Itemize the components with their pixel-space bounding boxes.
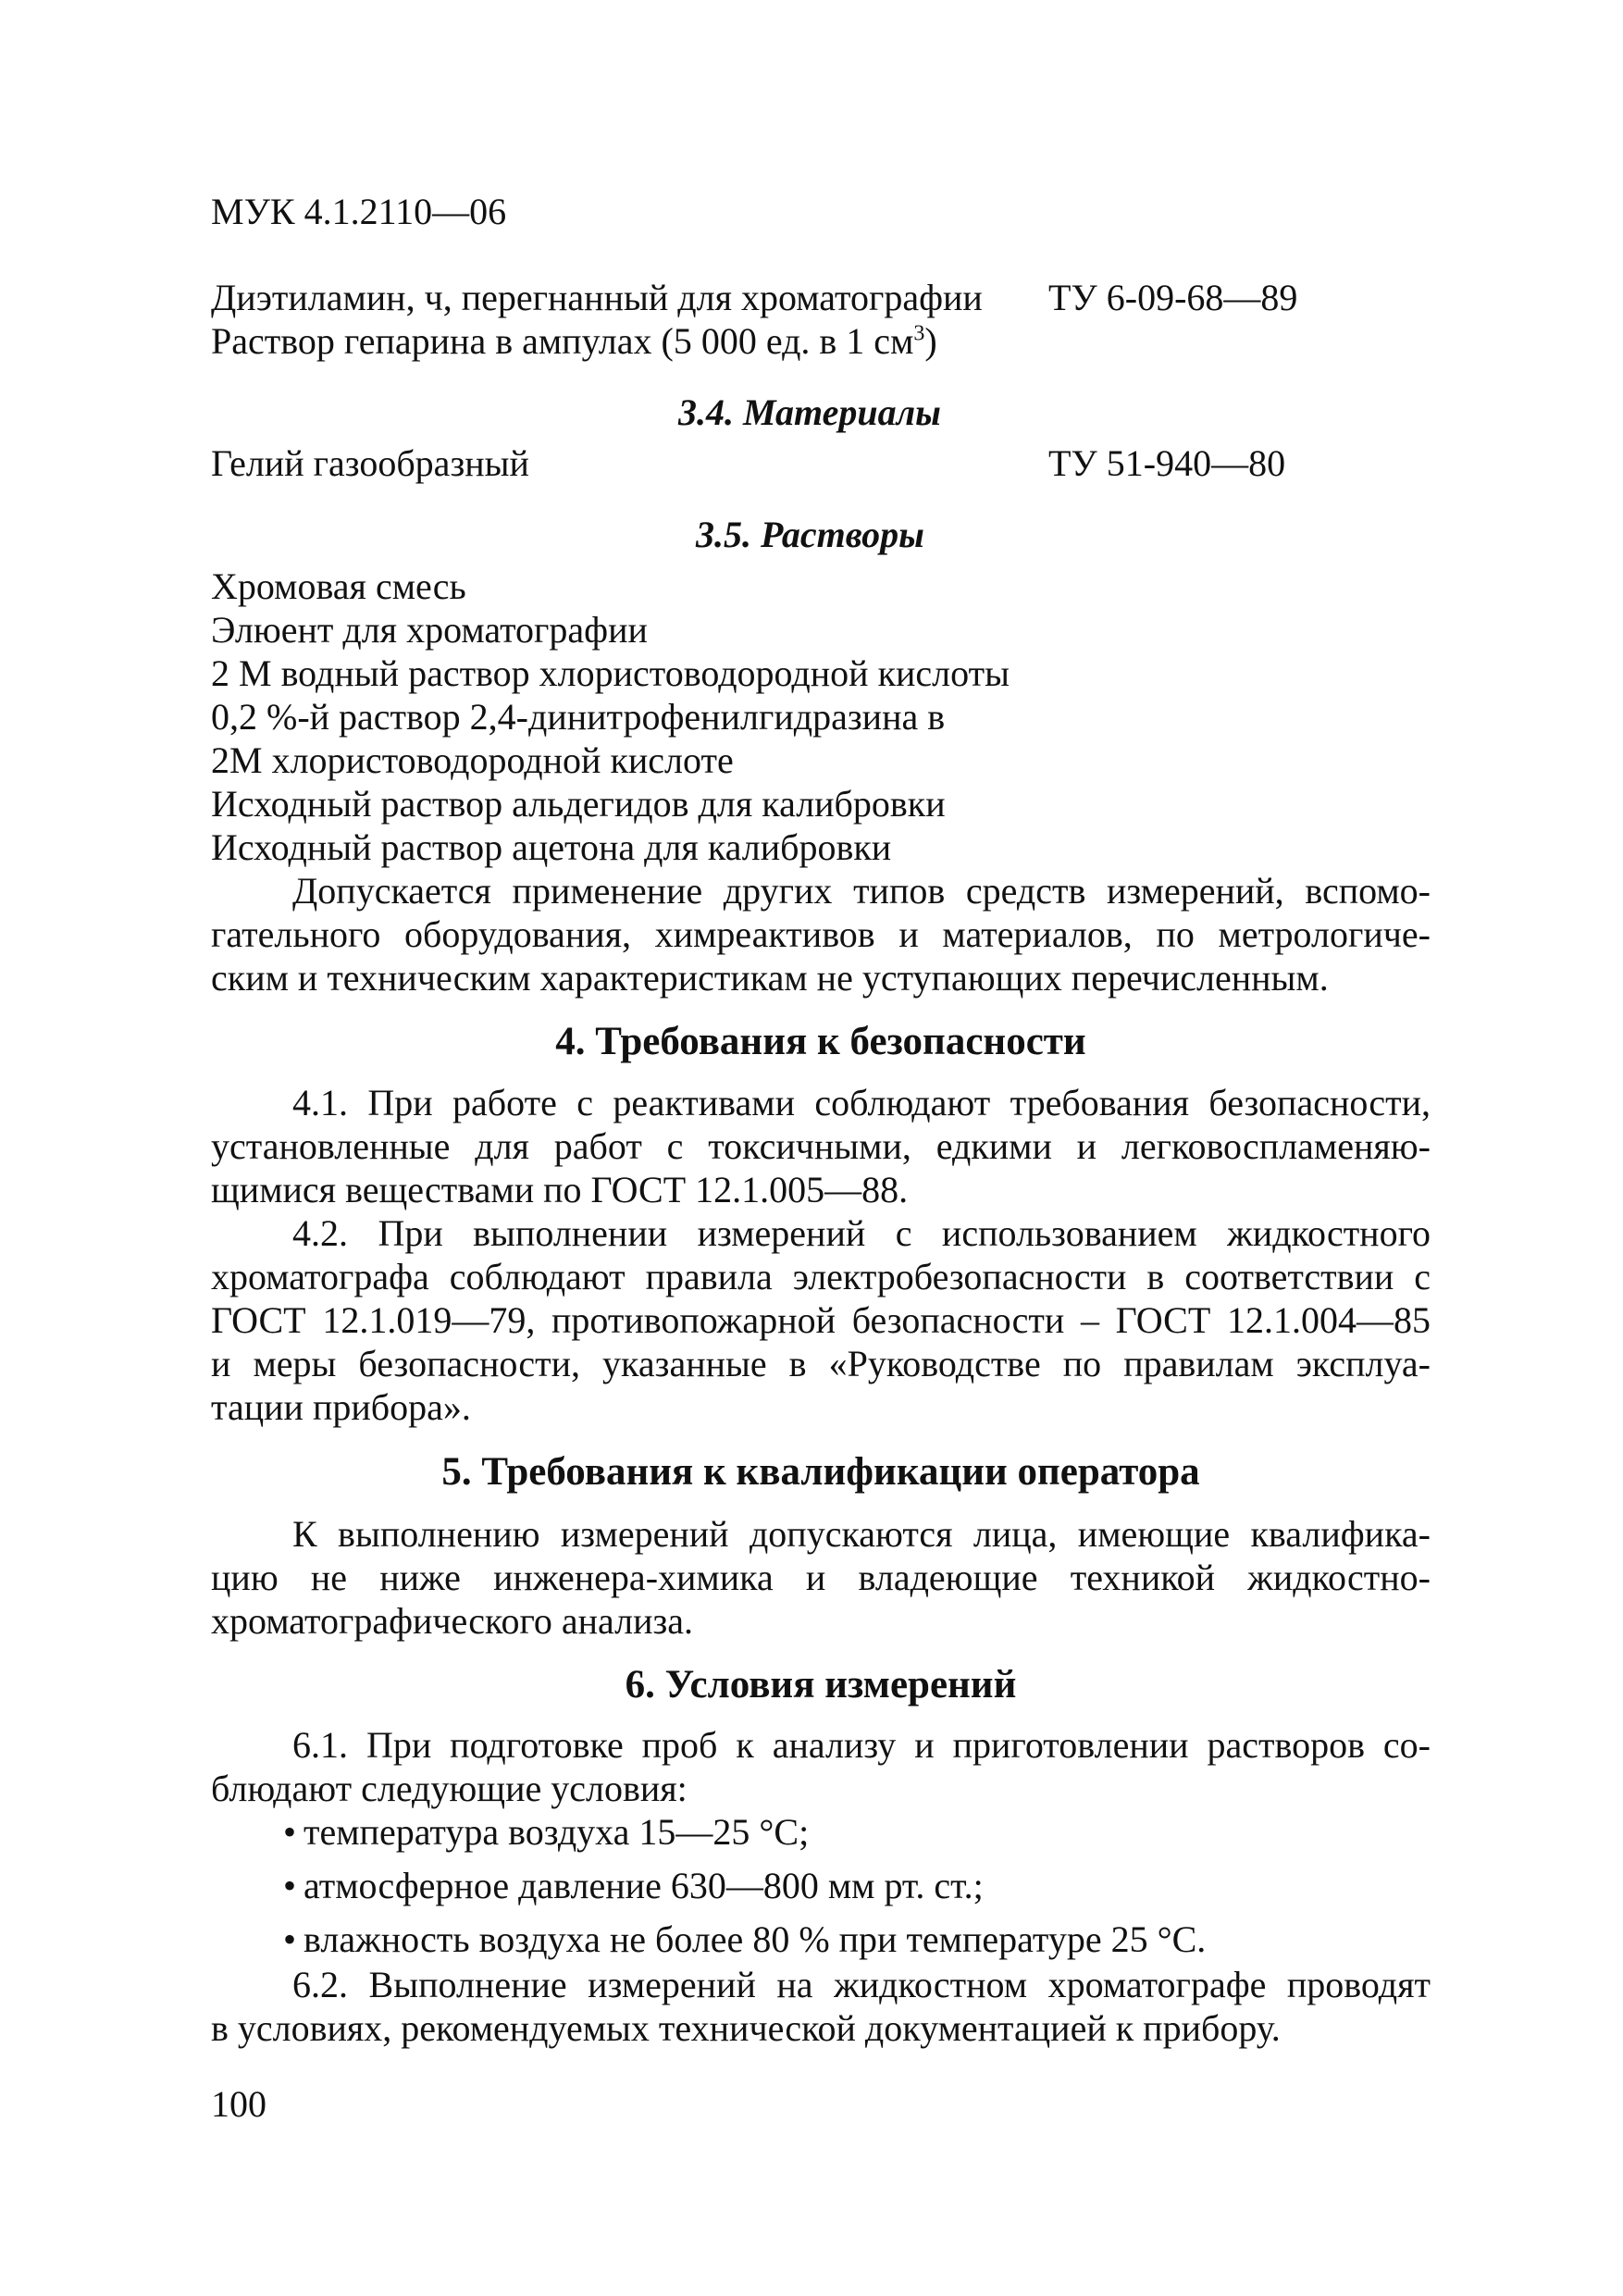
solution-item: Исходный раствор ацетона для калибровки [211,826,892,868]
material-spec: ТУ 51-940—80 [1048,442,1286,484]
section-4-paragraph-2: 4.2. При выполнении измерений с использованием жидкостного хроматографа соблюдают правила электробезопасности в соответствии с ГОСТ 12.1.019—79, противопожарной безопасности – ГОСТ 12.1.004—85 и меры безопасности, указанные в «Руководстве по правилам эксплуа- тации прибора». [211,1212,1431,1428]
material-name: Гелий газообразный [211,442,529,484]
solutions-heading: 3.5. Растворы [696,514,924,555]
bullet-icon: • [283,1811,297,1853]
condition-list-item: • влажность воздуха не более 80 % при температуре 25 °С. [283,1918,1207,1960]
solution-item: 0,2 %-й раствор 2,4-динитрофенилгидразина в [211,696,946,738]
section-6-paragraph-1: 6.1. При подготовке проб к анализу и приготовлении растворов со- блюдают следующие условия: [211,1724,1431,1809]
section-4-title: 4. Требования к безопасности [555,1020,1086,1063]
bullet-icon: • [283,1918,297,1960]
condition-list-item: • температура воздуха 15—25 °С; [283,1811,810,1853]
solutions-note: Допускается применение других типов средств измерений, вспомо- гательного оборудования, химреактивов и материалов, по метрологиче- ским и техническим характеристикам не уступающих перечисленным. [211,870,1431,999]
section-5-title: 5. Требования к квалификации оператора [441,1450,1200,1494]
page-number: 100 [211,2083,266,2125]
solutions-list [211,565,1010,869]
solution-item: 2 М водный раствор хлористоводородной кислоты [211,652,1010,694]
section-6-paragraph-2: 6.2. Выполнение измерений на жидкостном хроматографе проводят в условиях, рекомендуемых технической документацией к прибору. [211,1964,1431,2049]
section-6-title: 6. Условия измерений [625,1663,1017,1706]
solution-item: 2М хлористоводородной кислоте [211,739,734,781]
section-5-paragraph-1: К выполнению измерений допускаются лица, имеющие квалифика- цию не ниже инженера-химика и владеющие техникой жидкостно- хроматографического анализа. [211,1513,1431,1642]
materials-heading: 3.4. Материалы [678,391,941,433]
solution-item: Хромовая смесь [211,565,466,607]
reagent-spec: ТУ 6-09-68—89 [1048,277,1298,318]
reagent-name: Раствор гепарина в ампулах (5 000 ед. в 1 $см^3$) [211,320,937,362]
solution-item: Исходный раствор альдегидов для калибровки [211,783,946,825]
document-code: МУК 4.1.2110—06 [211,191,507,232]
section-4-paragraph-1: 4.1. При работе с реактивами соблюдают требования безопасности, установленные для работ с токсичными, едкими и легковоспламеняю- щимися веществами по ГОСТ 12.1.005—88. [211,1082,1431,1210]
solution-item: Элюент для хроматографии [211,609,648,651]
bullet-icon: • [283,1865,297,1906]
reagent-name: Диэтиламин, ч, перегнанный для хроматографии [211,277,983,318]
condition-list-item: • атмосферное давление 630—800 мм рт. ст.; [283,1865,984,1906]
